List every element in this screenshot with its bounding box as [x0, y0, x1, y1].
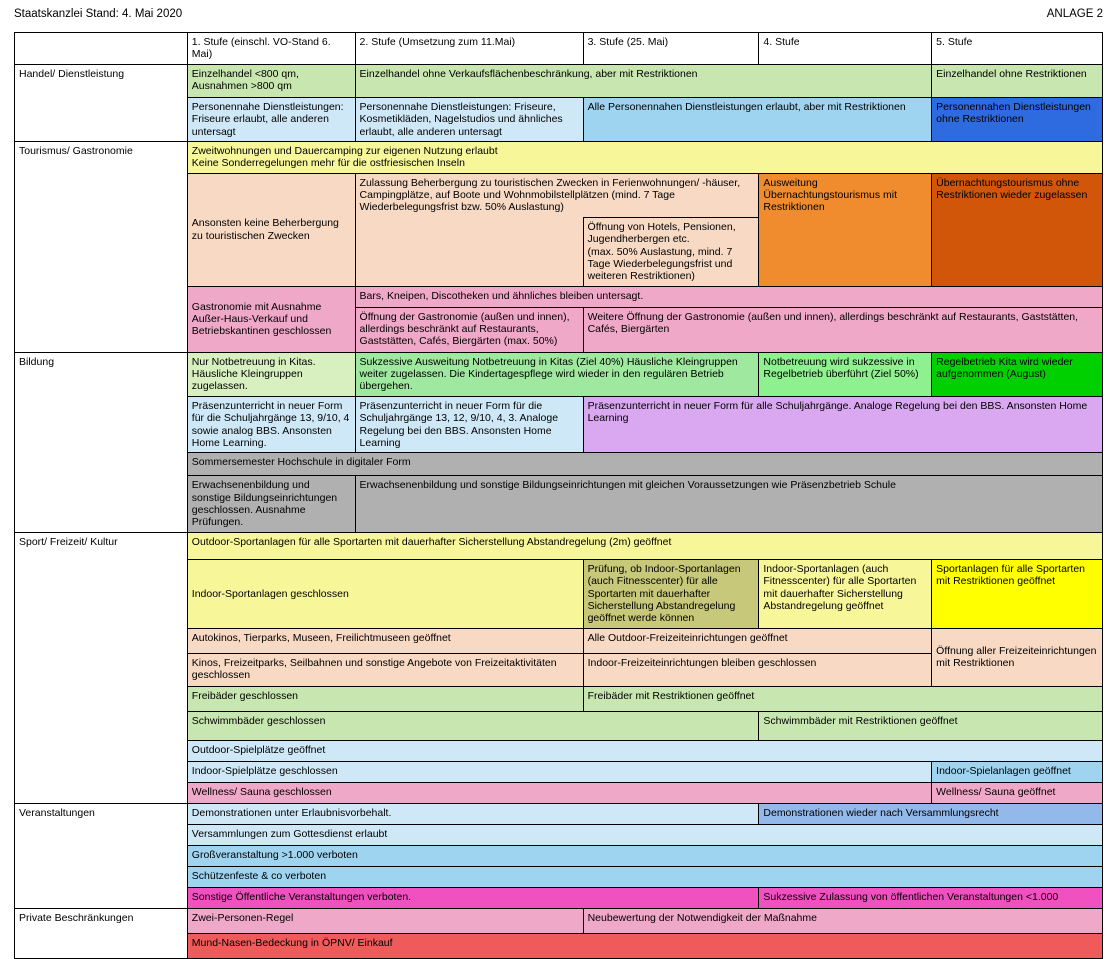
- cell-bildung-r1-s5: Regelbetrieb Kita wird wieder aufgenommen (August): [932, 352, 1103, 396]
- cell-tourismus-r2-s2-3: [355, 173, 759, 286]
- cell-tourismus-r2-s3: Öffnung von Hotels, Pensionen, Jugendherbergen etc. (max. 50% Auslastung, mind. 7 Tage Wiederbelegungsfrist und weiteren Restriktionen): [583, 217, 759, 286]
- cell-privat-r1-s1-2: Zwei-Personen-Regel: [187, 908, 583, 933]
- row-header-sport: Sport/ Freizeit/ Kultur: [15, 532, 188, 803]
- table-row: [15, 64, 1103, 97]
- table-row: [15, 352, 1103, 396]
- table-row: [15, 908, 1103, 933]
- cell-privat-r2: Mund-Nasen-Bedeckung in ÖPNV/ Einkauf: [187, 933, 1102, 958]
- cell-bildung-r4-s2-5: Erwachsenenbildung und sonstige Bildungseinrichtungen mit gleichen Voraussetzungen wie Präsenzbetrieb Schule: [355, 476, 1102, 533]
- cell-bildung-r3: Sommersemester Hochschule in digitaler Form: [187, 453, 1102, 476]
- cell-tourismus-r4-s2: Öffnung der Gastronomie (außen und innen), allerdings beschränkt auf Restaurants, Gaststätten, Cafés, Biergärten (max. 50%): [355, 307, 583, 352]
- measures-matrix: [14, 32, 1103, 959]
- row-header-privat: Private Beschränkungen: [15, 908, 188, 958]
- cell-tourismus-r3-s2-5: Bars, Kneipen, Discotheken und ähnliches bleiben untersagt.: [355, 286, 1102, 307]
- cell-sport-r2-s3: Prüfung, ob Indoor-Sportanlagen (auch Fitnesscenter) für alle Sportarten mit dauerhafter Sicherstellung Abstandregelung geöffnet werde können: [583, 559, 759, 628]
- cell-handel-r1-s5: Einzelhandel ohne Restriktionen: [932, 64, 1103, 97]
- cell-veranstaltungen-r5-s4-5: Sukzessive Zulassung von öffentlichen Veranstaltungen <1.000: [759, 887, 1103, 908]
- cell-sport-r8-s1-4: Indoor-Spielplätze geschlossen: [187, 761, 931, 782]
- cell-sport-r3-s3-4: Alle Outdoor-Freizeiteinrichtungen geöffnet: [583, 628, 932, 653]
- table-row: [15, 141, 1103, 173]
- cell-sport-r3-s5: Öffnung aller Freizeiteinrichtungen mit Restriktionen: [932, 628, 1103, 686]
- cell-sport-r2-s1-2: Indoor-Sportanlagen geschlossen: [187, 559, 583, 628]
- cell-tourismus-r1: Zweitwohnungen und Dauercamping zur eigenen Nutzung erlaubt Keine Sonderregelungen mehr für die ostfriesischen Inseln: [187, 141, 1102, 173]
- cell-sport-r1: Outdoor-Sportanlagen für alle Sportarten mit dauerhafter Sicherstellung Abstandregelung (2m) geöffnet: [187, 532, 1102, 559]
- column-header-stufe-3: 3. Stufe (25. Mai): [583, 33, 759, 65]
- cell-sport-r4-s1-2: Kinos, Freizeitparks, Seilbahnen und sonstige Angebote von Freizeitaktivitäten geschlossen: [187, 653, 583, 686]
- table-row: [15, 532, 1103, 559]
- header-left: Staatskanzlei Stand: 4. Mai 2020: [14, 8, 183, 20]
- cell-bildung-r2-s3-5: Präsenzunterricht in neuer Form für alle Schuljahrgänge. Analoge Regelung bei den BBS. Ansonsten Home Learning: [583, 396, 1102, 453]
- cell-sport-r7: Outdoor-Spielplätze geöffnet: [187, 740, 1102, 761]
- column-header-stufe-4: 4. Stufe: [759, 33, 932, 65]
- row-header-veranstaltungen: Veranstaltungen: [15, 803, 188, 908]
- cell-bildung-r1-s1: Nur Notbetreuung in Kitas. Häusliche Kleingruppen zugelassen.: [187, 352, 355, 396]
- table-row: [15, 803, 1103, 824]
- cell-tourismus-r2-s4: Ausweitung Übernachtungstourismus mit Restriktionen: [759, 173, 932, 286]
- cell-tourismus-r2-s2: Zulassung Beherbergung zu touristischen Zwecken in Ferienwohnungen/ -häuser, Campingplätze, auf Boote und Wohnmobilstellplätzen (mind. 7 Tage Wiederbelegungsfrist bzw. 50% Auslastung): [359, 176, 741, 214]
- cell-sport-r9-s5: Wellness/ Sauna geöffnet: [932, 782, 1103, 803]
- cell-veranstaltungen-r5-s1-3: Sonstige Öffentliche Veranstaltungen verboten.: [187, 887, 759, 908]
- cell-veranstaltungen-r1-s1-3: Demonstrationen unter Erlaubnisvorbehalt.: [187, 803, 759, 824]
- cell-sport-r3-s1-2: Autokinos, Tierparks, Museen, Freilichtmuseen geöffnet: [187, 628, 583, 653]
- column-header-empty: [15, 33, 188, 65]
- header-right: ANLAGE 2: [1046, 8, 1103, 20]
- cell-handel-r1-s2-4: Einzelhandel ohne Verkaufsflächenbeschränkung, aber mit Restriktionen: [355, 64, 932, 97]
- cell-handel-r1-s1: Einzelhandel <800 qm, Ausnahmen >800 qm: [187, 64, 355, 97]
- row-header-tourismus: Tourismus/ Gastronomie: [15, 141, 188, 352]
- table-header-row: [15, 33, 1103, 65]
- column-header-stufe-5: 5. Stufe: [932, 33, 1103, 65]
- cell-bildung-r4-s1: Erwachsenenbildung und sonstige Bildungseinrichtungen geschlossen. Ausnahme Prüfungen.: [187, 476, 355, 533]
- cell-veranstaltungen-r3: Großveranstaltung >1.000 verboten: [187, 845, 1102, 866]
- cell-bildung-r1-s4: Notbetreuung wird sukzessive in Regelbetrieb überführt (Ziel 50%): [759, 352, 932, 396]
- row-header-handel: Handel/ Dienstleistung: [15, 64, 188, 141]
- cell-sport-r8-s5: Indoor-Spielanlagen geöffnet: [932, 761, 1103, 782]
- cell-sport-r5-s3-5: Freibäder mit Restriktionen geöffnet: [583, 686, 1102, 711]
- cell-sport-r6-s4-5: Schwimmbäder mit Restriktionen geöffnet: [759, 711, 1103, 740]
- column-header-stufe-2: 2. Stufe (Umsetzung zum 11.Mai): [355, 33, 583, 65]
- column-header-stufe-1: 1. Stufe (einschl. VO-Stand 6. Mai): [187, 33, 355, 65]
- cell-sport-r4-s3-4: Indoor-Freizeiteinrichtungen bleiben geschlossen: [583, 653, 932, 686]
- cell-handel-r2-s5: Personennahen Dienstleistungen ohne Restriktionen: [932, 97, 1103, 141]
- cell-veranstaltungen-r4: Schützenfeste & co verboten: [187, 866, 1102, 887]
- cell-tourismus-r3-s1: Gastronomie mit Ausnahme Außer-Haus-Verkauf und Betriebskantinen geschlossen: [187, 286, 355, 352]
- cell-sport-r6-s1-3: Schwimmbäder geschlossen: [187, 711, 759, 740]
- cell-veranstaltungen-r1-s4-5: Demonstrationen wieder nach Versammlungsrecht: [759, 803, 1103, 824]
- cell-handel-r2-s2: Personennahe Dienstleistungen: Friseure, Kosmetikläden, Nagelstudios und ähnliches erlaubt, alle anderen untersagt: [355, 97, 583, 141]
- cell-bildung-r2-s1: Präsenzunterricht in neuer Form für die Schuljahrgänge 13, 9/10, 4 sowie analog BBS. Ansonsten Home Learning.: [187, 396, 355, 453]
- cell-sport-r9-s1-4: Wellness/ Sauna geschlossen: [187, 782, 931, 803]
- cell-handel-r2-s3-4: Alle Personennahen Dienstleistungen erlaubt, aber mit Restriktionen: [583, 97, 932, 141]
- cell-sport-r2-s5: Sportanlagen für alle Sportarten mit Restriktionen geöffnet: [932, 559, 1103, 628]
- cell-tourismus-r4-s3-5: Weitere Öffnung der Gastronomie (außen und innen), allerdings beschränkt auf Restaurants, Gaststätten, Cafés, Biergärten: [583, 307, 1102, 352]
- cell-tourismus-r2-s1: Ansonsten keine Beherbergung zu touristischen Zwecken: [187, 173, 355, 286]
- cell-bildung-r2-s2: Präsenzunterricht in neuer Form für die Schuljahrgänge 13, 12, 9/10, 4, 3. Analoge Regelung bei den BBS. Ansonsten Home Learning: [355, 396, 583, 453]
- cell-veranstaltungen-r2: Versammlungen zum Gottesdienst erlaubt: [187, 824, 1102, 845]
- row-header-bildung: Bildung: [15, 352, 188, 532]
- cell-privat-r1-s3-5: Neubewertung der Notwendigkeit der Maßnahme: [583, 908, 1102, 933]
- cell-sport-r5-s1-2: Freibäder geschlossen: [187, 686, 583, 711]
- cell-sport-r2-s4: Indoor-Sportanlagen (auch Fitnesscenter) für alle Sportarten mit dauerhafter Sicherstellung Abstandregelung geöffnet: [759, 559, 932, 628]
- cell-bildung-r1-s2-3: Sukzessive Ausweitung Notbetreuung in Kitas (Ziel 40%) Häusliche Kleingruppen weiter zugelassen. Die Kindertagespflege wird wieder in den regulären Betrieb übergehen.: [355, 352, 759, 396]
- cell-handel-r2-s1: Personennahe Dienstleistungen: Friseure erlaubt, alle anderen untersagt: [187, 97, 355, 141]
- cell-tourismus-r2-s5: Übernachtungstourismus ohne Restriktionen wieder zugelassen: [932, 173, 1103, 286]
